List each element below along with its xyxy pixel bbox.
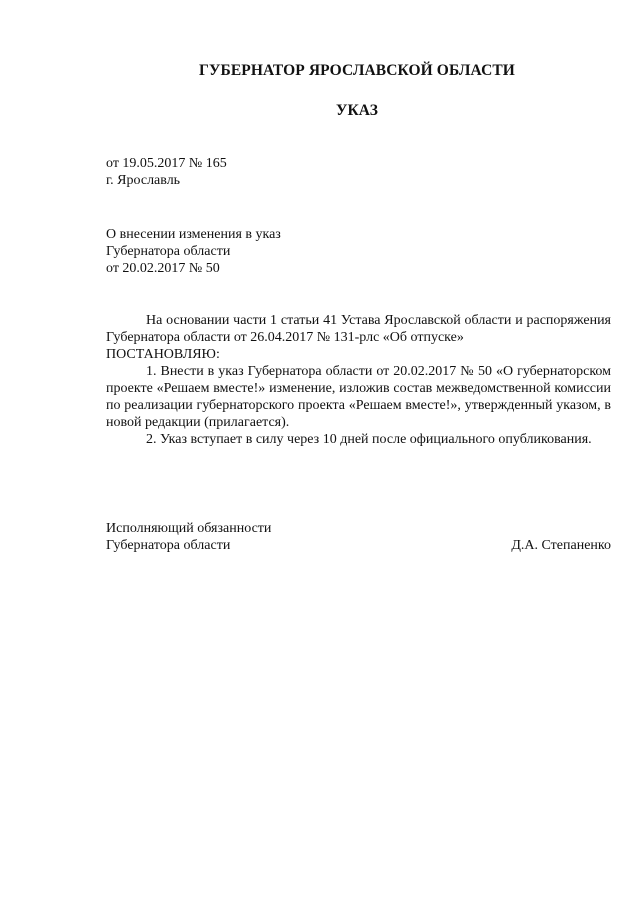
signatory-name: Д.А. Степаненко (511, 538, 611, 553)
decree-body (106, 312, 611, 448)
signature-title-line-2: Губернатора области (106, 538, 231, 553)
decree-item-1: 1. Внести в указ Губернатора области от 20.02.2017 № 50 «О губернаторском проекте «Решаем вместе!» изменение, изложив состав межведомственной комиссии по реализации губернаторского проекта «Решаем вместе!», утвержденный указом, в новой редакции (прилагается). (106, 364, 611, 430)
decree-city: г. Ярославль (106, 173, 181, 188)
document-type-heading: УКАЗ (335, 102, 378, 119)
decree-meta (106, 155, 611, 189)
signature-title-line-1: Исполняющий обязанности (106, 521, 272, 536)
subject-line-2: Губернатора области (106, 244, 231, 259)
subject-line-3: от 20.02.2017 № 50 (106, 261, 220, 276)
decree-item-2: 2. Указ вступает в силу через 10 дней после официального опубликования. (146, 432, 592, 447)
authority-heading: ГУБЕРНАТОР ЯРОСЛАВСКОЙ ОБЛАСТИ (199, 62, 515, 79)
preamble-paragraph: На основании части 1 статьи 41 Устава Ярославской области и распоряжения Губернатора области от 26.04.2017 № 131-рлс «Об отпуске» (106, 313, 611, 345)
signature-block (106, 520, 611, 554)
decree-date-number: от 19.05.2017 № 165 (106, 156, 227, 171)
subject-line-1: О внесении изменения в указ (106, 227, 281, 242)
decree-subject (106, 226, 611, 277)
decree-word: ПОСТАНОВЛЯЮ: (106, 347, 220, 362)
